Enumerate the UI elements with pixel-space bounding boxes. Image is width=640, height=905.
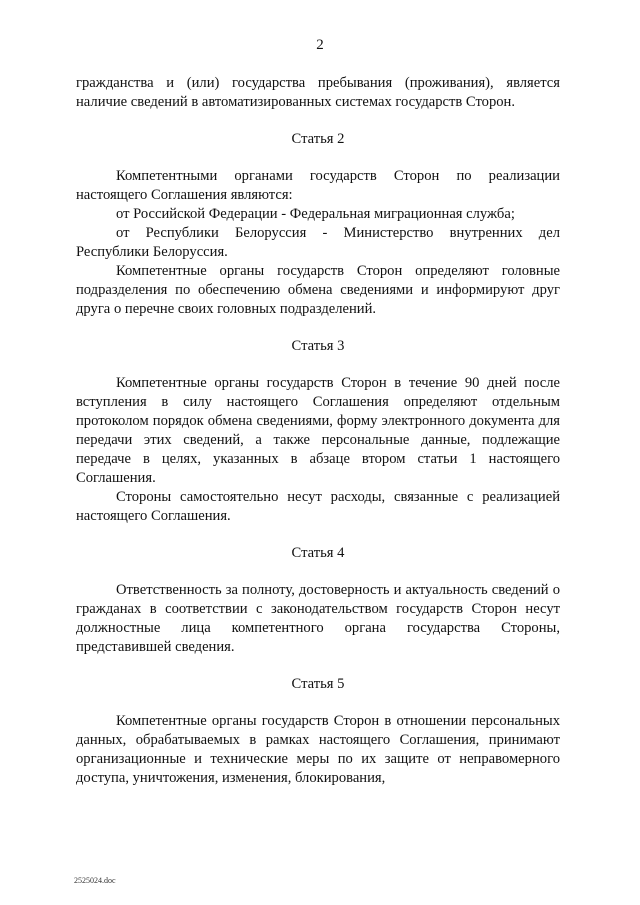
page-number: 2 [316,37,324,53]
document-footer-filename: 2525024.doc [74,876,116,885]
article-5-heading: Статья 5 [291,676,345,692]
article-3-paragraph-1: Компетентные органы государств Сторон в течение 90 дней после вступления в силу настоящего Соглашения определяют отдельным протоколом порядок обмена сведениями, форму электронного документа для передачи этих сведений, а также персональные данные, подлежащие передаче в целях, указанных в абзаце втором статьи 1 настоящего Соглашения. [76,375,560,486]
document-body [76,74,560,788]
article-3-heading: Статья 3 [291,338,345,354]
article-3-paragraph-2: Стороны самостоятельно несут расходы, связанные с реализацией настоящего Соглашения. [76,489,560,524]
article-2-paragraph-2: от Российской Федерации - Федеральная миграционная служба; [116,206,515,222]
article-2-paragraph-3: от Республики Белоруссия - Министерство внутренних дел Республики Белоруссия. [76,225,560,260]
article-4-paragraph-1: Ответственность за полноту, достоверность и актуальность сведений о гражданах в соответствии с законодательством государств Сторон несут должностные лица компетентного органа государства Стороны, представившей сведения. [76,582,560,655]
intro-paragraph: гражданства и (или) государства пребывания (проживания), является наличие сведений в автоматизированных системах государств Сторон. [76,75,560,110]
article-2-heading: Статья 2 [291,131,345,147]
article-4-heading: Статья 4 [291,545,345,561]
article-2-paragraph-1: Компетентными органами государств Сторон по реализации настоящего Соглашения являются: [76,168,560,203]
article-5-paragraph-1: Компетентные органы государств Сторон в отношении персональных данных, обрабатываемых в рамках настоящего Соглашения, принимают организационные и технические меры по их защите от неправомерного доступа, уничтожения, изменения, блокирования, [76,713,560,786]
article-2-paragraph-4: Компетентные органы государств Сторон определяют головные подразделения по обеспечению обмена сведениями и информируют друг друга о перечне своих головных подразделений. [76,263,560,317]
